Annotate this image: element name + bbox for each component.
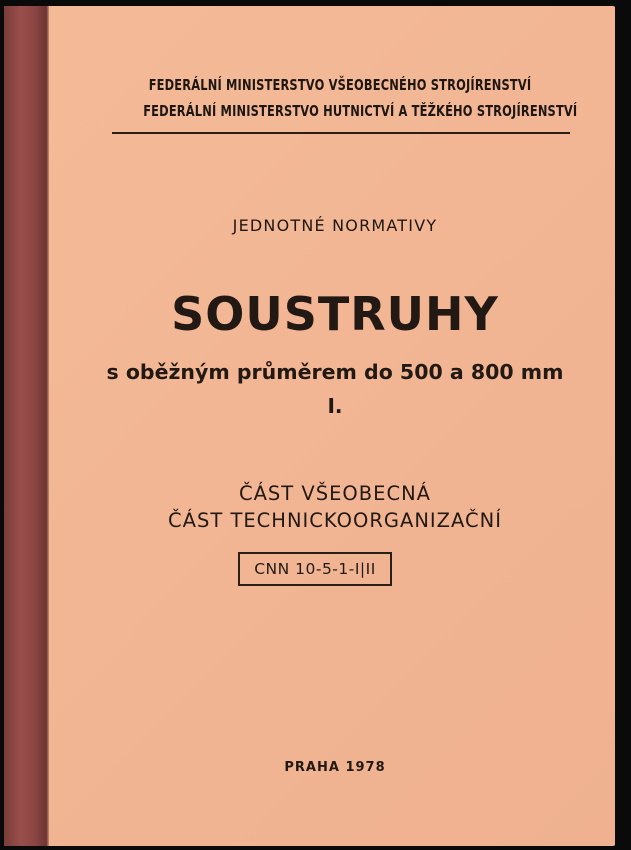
series-name: JEDNOTNÉ NORMATIVY xyxy=(232,216,438,235)
imprint: PRAHA 1978 xyxy=(284,760,386,775)
volume-number: I. xyxy=(327,394,343,418)
parts-list xyxy=(100,480,570,534)
part-general: ČÁST VŠEOBECNÁ xyxy=(238,482,432,505)
header-rule xyxy=(112,132,570,134)
part-technical-organizational: ČÁST TECHNICKOORGANIZAČNÍ xyxy=(168,509,502,532)
publisher-ministries xyxy=(143,72,578,124)
standard-code: CNN 10-5-1-I|II xyxy=(254,560,376,578)
spine-edge xyxy=(46,6,49,846)
ministry-line-1: FEDERÁLNÍ MINISTERSTVO VŠEOBECNÉHO STROJÍRENSTVÍ xyxy=(148,76,532,94)
book-title: SOUSTRUHY xyxy=(171,287,499,341)
book-spine xyxy=(4,6,46,846)
book-subtitle: s oběžným průměrem do 500 a 800 mm xyxy=(106,360,564,384)
ministry-line-2: FEDERÁLNÍ MINISTERSTVO HUTNICTVÍ A TĚŽKÉHO STROJÍRENSTVÍ xyxy=(143,102,578,120)
standard-code-box xyxy=(238,552,392,586)
